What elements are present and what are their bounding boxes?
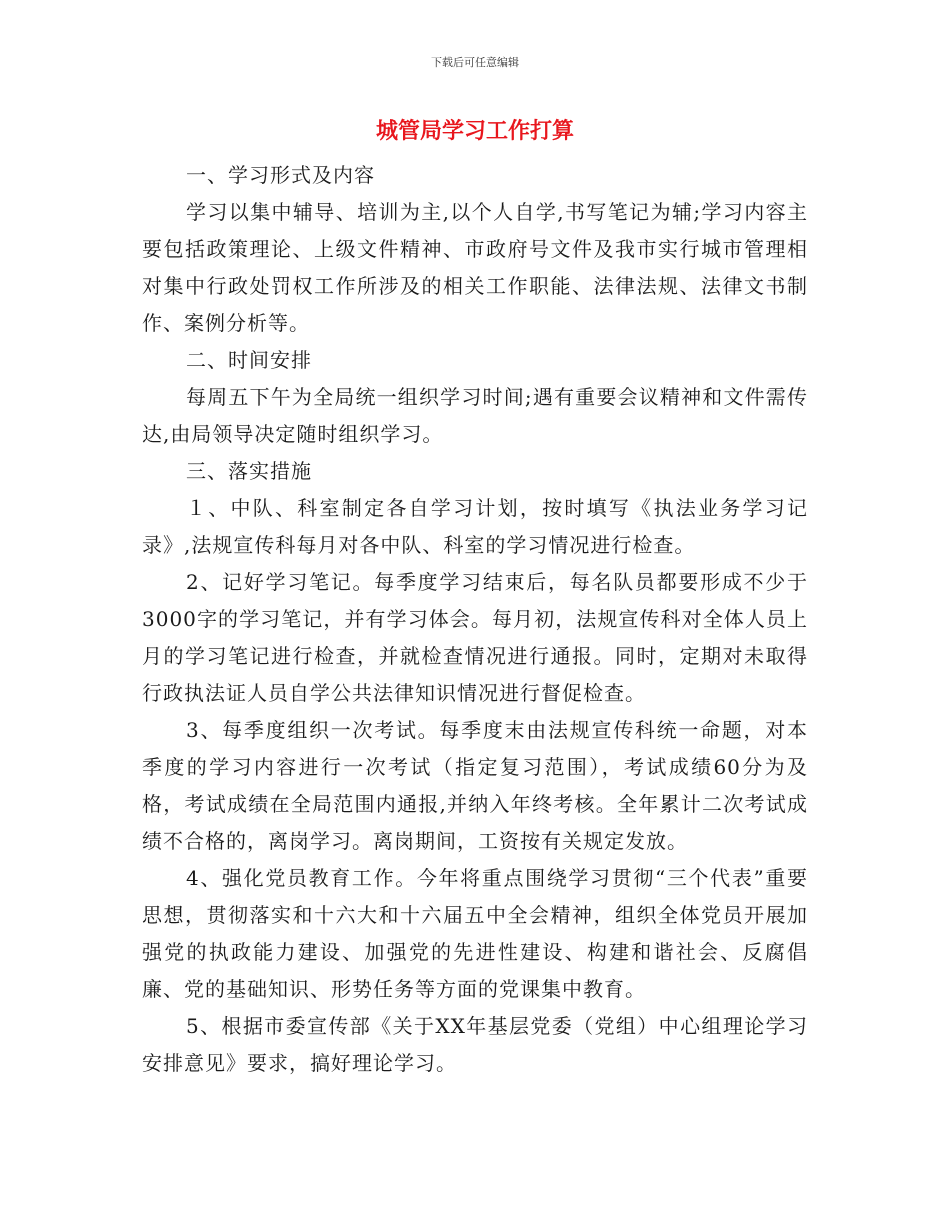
document-title: 城管局学习工作打算	[375, 119, 574, 144]
document-body	[142, 157, 808, 1082]
section-heading-1: 一、学习形式及内容	[186, 163, 375, 187]
header-note: 下载后可任意编辑	[431, 56, 519, 69]
measure-item-5: 5、根据市委宣传部《关于XX年基层党委（党组）中心组理论学习安排意见》要求，搞好理论学习。	[142, 1014, 808, 1075]
section-heading-3: 三、落实措施	[186, 459, 312, 483]
measure-item-3: 3、每季度组织一次考试。每季度末由法规宣传科统一命题，对本季度的学习内容进行一次考试（指定复习范围），考试成绩60分为及格，考试成绩在全局范围内通报,并纳入年终考核。全年累计二次考试成绩不合格的，离岗学习。离岗期间，工资按有关规定发放。	[142, 718, 808, 853]
measure-item-2: 2、记好学习笔记。每季度学习结束后，每名队员都要形成不少于3000字的学习笔记，并有学习体会。每月初，法规宣传科对全体人员上月的学习笔记进行检查，并就检查情况进行通报。同时，定期对未取得行政执法证人员自学公共法律知识情况进行督促检查。	[142, 570, 808, 705]
paragraph-schedule: 每周五下午为全局统一组织学习时间;遇有重要会议精神和文件需传达,由局领导决定随时组织学习。	[142, 385, 808, 446]
measure-item-1: １、中队、科室制定各自学习计划，按时填写《执法业务学习记录》,法规宣传科每月对各中队、科室的学习情况进行检查。	[142, 496, 808, 557]
section-heading-2: 二、时间安排	[186, 348, 312, 372]
paragraph-learning-content: 学习以集中辅导、培训为主,以个人自学,书写笔记为辅;学习内容主要包括政策理论、上级文件精神、市政府号文件及我市实行城市管理相对集中行政处罚权工作所涉及的相关工作职能、法律法规、法律文书制作、案例分析等。	[142, 200, 808, 335]
measure-item-4: 4、强化党员教育工作。今年将重点围绕学习贯彻“三个代表”重要思想，贯彻落实和十六大和十六届五中全会精神，组织全体党员开展加强党的执政能力建设、加强党的先进性建设、构建和谐社会、反腐倡廉、党的基础知识、形势任务等方面的党课集中教育。	[142, 866, 808, 1001]
